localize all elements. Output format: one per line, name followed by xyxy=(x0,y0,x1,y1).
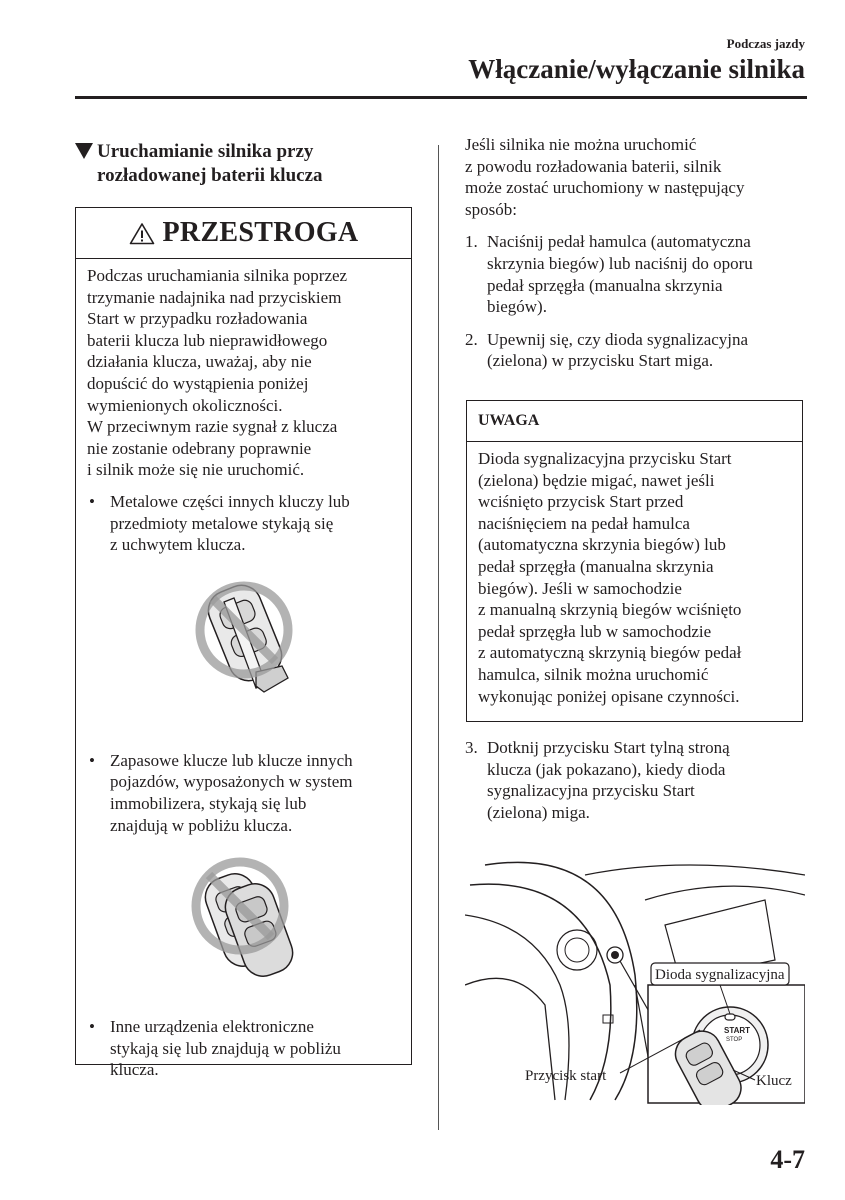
note-line: (automatyczna skrzynia biegów) lub xyxy=(478,535,726,555)
caution-intro-line: baterii klucza lub nieprawidłowego xyxy=(87,330,328,350)
heading-line-2: rozładowanej baterii klucza xyxy=(97,165,323,186)
step-number: 1. xyxy=(465,232,478,252)
intro-line: może zostać uruchomiony w następujący xyxy=(465,178,745,198)
section-heading xyxy=(75,140,415,188)
step-3 xyxy=(465,737,827,823)
page-title: Włączanie/wyłączanie silnika xyxy=(468,54,805,84)
bullet-line: immobilizera, stykają się lub xyxy=(110,793,307,813)
step-number: 3. xyxy=(465,738,478,757)
step-line: Upewnij się, czy dioda sygnalizacyjna xyxy=(487,329,749,349)
note-line: pedał sprzęgła (manualna skrzynia xyxy=(478,556,714,576)
step-line: sygnalizacyjna przycisku Start xyxy=(487,781,695,801)
note-line: pedał sprzęgła lub w samochodzie xyxy=(478,621,712,641)
bullet-line: stykają się lub znajdują w pobliżu xyxy=(110,1038,341,1058)
caution-header xyxy=(76,208,411,259)
caution-intro-line: wymienionych okoliczności. xyxy=(87,395,283,415)
step-line: Dotknij przycisku Start tylną stroną xyxy=(487,738,730,757)
right-column-text xyxy=(465,134,805,372)
step-line: skrzynia biegów) lub naciśnij do oporu xyxy=(487,253,753,273)
intro-line: sposób: xyxy=(465,199,517,219)
start-button-text: START xyxy=(724,1026,751,1035)
note-line: naciśnięciem na pedał hamulca xyxy=(478,513,690,533)
bullet-line: z uchwytem klucza. xyxy=(110,535,246,555)
caution-intro-line: nie zostanie odebrany poprawnie xyxy=(87,438,312,458)
step-line: pedał sprzęgła (manualna skrzynia xyxy=(487,275,723,295)
intro-line: z powodu rozładowania baterii, silnik xyxy=(465,156,722,176)
note-line: z automatyczną skrzynią biegów pedał xyxy=(478,643,742,663)
caution-body xyxy=(76,259,411,1081)
label-key: Klucz xyxy=(756,1073,792,1089)
triangle-bullet-icon xyxy=(75,143,93,159)
note-title: UWAGA xyxy=(467,401,802,442)
caution-intro-line: dopuścić do wystąpienia poniżej xyxy=(87,373,309,393)
step-line: klucza (jak pokazano), kiedy dioda xyxy=(487,759,726,779)
caution-intro-line: i silnik może się nie uruchomić. xyxy=(87,460,305,480)
title-rule xyxy=(75,96,807,99)
step-line: (zielona) miga. xyxy=(487,802,590,822)
step-1 xyxy=(465,231,805,317)
label-start-button: Przycisk start xyxy=(525,1068,607,1084)
note-line: biegów). Jeśli w samochodzie xyxy=(478,578,682,598)
column-divider xyxy=(438,145,439,1130)
note-line: z manualną skrzynią biegów wciśnięto xyxy=(478,600,742,620)
caution-bullet-3 xyxy=(87,1016,401,1081)
caution-intro-line: Podczas uruchamiania silnika poprzez xyxy=(87,266,348,285)
caution-intro-line: trzymanie nadajnika nad przyciskiem xyxy=(87,287,342,307)
note-line: wykonując poniżej opisane czynności. xyxy=(478,686,740,706)
start-button-figure xyxy=(465,855,805,1105)
caution-bullet-2 xyxy=(87,750,401,836)
step-line: biegów). xyxy=(487,297,547,317)
step-line: (zielona) w przycisku Start miga. xyxy=(487,351,714,371)
caution-intro-line: Start w przypadku rozładowania xyxy=(87,309,308,329)
note-line: wciśnięto przycisk Start przed xyxy=(478,492,684,512)
key-with-metal-illustration xyxy=(184,572,304,720)
caution-bullet-1 xyxy=(87,491,401,556)
page-number: 4-7 xyxy=(770,1145,805,1174)
note-line: hamulca, silnik można uruchomić xyxy=(478,664,709,684)
step-line: Naciśnij pedał hamulca (automatyczna xyxy=(487,232,751,252)
note-body xyxy=(467,442,802,707)
caution-title: PRZESTROGA xyxy=(162,217,359,248)
note-line: Dioda sygnalizacyjna przycisku Start xyxy=(478,449,732,468)
step-number: 2. xyxy=(465,329,478,349)
bullet-line: • Zapasowe klucze lub klucze innych xyxy=(110,750,353,770)
intro-line: Jeśli silnika nie można uruchomić xyxy=(465,135,697,154)
section-label: Podczas jazdy xyxy=(726,36,805,51)
bullet-line: znajdują w pobliżu klucza. xyxy=(110,815,293,835)
stop-button-text: STOP xyxy=(726,1037,743,1043)
bullet-line: pojazdów, wyposażonych w system xyxy=(110,772,353,792)
bullet-line: klucza. xyxy=(110,1060,159,1080)
heading-line-1: Uruchamianie silnika przy xyxy=(97,141,314,162)
label-diode: Dioda sygnalizacyjna xyxy=(655,967,785,983)
caution-box xyxy=(75,207,412,1080)
note-line: (zielona) będzie migać, nawet jeśli xyxy=(478,470,715,490)
caution-intro-line: działania klucza, uważaj, aby nie xyxy=(87,352,312,372)
step-2 xyxy=(465,329,805,372)
bullet-line: • Inne urządzenia elektroniczne xyxy=(110,1017,314,1037)
caution-intro-line: W przeciwnym razie sygnał z klucza xyxy=(87,417,338,437)
bullet-line: • Metalowe części innych kluczy lub xyxy=(110,491,350,511)
note-box xyxy=(466,400,803,722)
spare-key-illustration xyxy=(184,854,304,994)
warning-icon xyxy=(129,222,155,245)
bullet-line: przedmioty metalowe stykają się xyxy=(110,513,334,533)
